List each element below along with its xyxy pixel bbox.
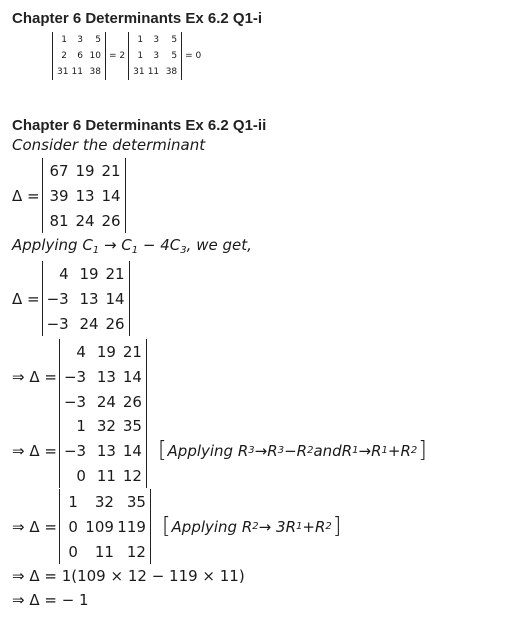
matrix-cell: 13	[96, 367, 116, 386]
note-r: R	[371, 441, 382, 460]
matrix-row	[47, 311, 125, 336]
note-arrow: →	[358, 441, 372, 460]
determinant-original	[42, 158, 126, 233]
matrix-cell: 24	[96, 392, 116, 411]
matrix-cell: 3	[77, 35, 83, 45]
note-r: R	[296, 441, 308, 460]
matrix-row	[64, 514, 146, 539]
matrix-row	[47, 261, 125, 286]
matrix-cell: 1	[137, 35, 144, 45]
matrix-cell: 31	[57, 67, 69, 77]
matrix-cell: 11	[94, 542, 114, 561]
matrix-row	[47, 158, 121, 183]
applying-column-op	[12, 236, 252, 256]
matrix-cell: 21	[101, 161, 121, 180]
matrix-cell: 4	[59, 264, 69, 283]
matrix-cell: 31	[133, 67, 145, 77]
matrix-cell: 1	[137, 51, 144, 61]
matrix-row	[47, 183, 121, 208]
matrix-cell: 5	[95, 35, 101, 45]
implies-delta-label: ⇒ Δ =	[12, 517, 57, 536]
delta-step-2	[12, 339, 147, 414]
q1i-equation	[52, 32, 204, 80]
matrix-cell: 67	[49, 161, 69, 180]
matrix-row	[57, 48, 101, 64]
note-r: R	[237, 441, 249, 460]
matrix-row	[64, 489, 146, 514]
matrix-cell: 12	[126, 542, 146, 561]
matrix-cell: 38	[165, 67, 178, 77]
matrix-cell: 13	[79, 289, 99, 308]
matrix-cell: 14	[101, 186, 121, 205]
determinant-step-1	[42, 261, 130, 336]
bracket-open: [	[161, 514, 171, 539]
row-operation-note-2	[161, 514, 342, 539]
apply-arrow: →	[99, 236, 122, 254]
apply-c3: C	[169, 236, 181, 254]
matrix-cell: 35	[126, 492, 146, 511]
note-r: R	[267, 441, 278, 460]
note-r: R	[285, 517, 296, 536]
matrix-cell: 26	[101, 211, 121, 230]
row-operation-note-1	[157, 438, 428, 463]
matrix-cell: 0	[68, 517, 78, 536]
matrix-row	[64, 413, 142, 438]
matrix-cell: 0	[68, 542, 78, 561]
note-sub: 2	[410, 445, 418, 456]
matrix-cell: 3	[153, 35, 160, 45]
section-title-q1i: Chapter 6 Determinants Ex 6.2 Q1-i	[12, 10, 263, 27]
final-step-1: ⇒ Δ = 1(109 × 12 − 119 × 11)	[12, 567, 245, 585]
determinant-step-4	[59, 489, 151, 564]
matrix-cell: −3	[63, 392, 87, 411]
matrix-cell: −3	[63, 441, 87, 460]
note-text: Applying	[167, 441, 234, 460]
matrix-cell: 1	[76, 416, 86, 435]
apply-c2: C	[121, 236, 132, 254]
matrix-cell: −3	[46, 289, 69, 308]
note-r: R	[400, 441, 411, 460]
note-sub: 1	[352, 445, 359, 456]
note-r: R	[341, 441, 353, 460]
note-sub: 1	[296, 521, 303, 532]
matrix-cell: 10	[89, 51, 101, 61]
matrix-cell: −3	[46, 314, 69, 333]
matrix-cell: 4	[76, 342, 86, 361]
matrix-cell: 6	[77, 51, 83, 61]
matrix-cell: 38	[89, 67, 101, 77]
matrix-cell: 119	[117, 517, 146, 536]
matrix-cell: 5	[171, 51, 178, 61]
matrix-row	[64, 463, 142, 488]
delta-step-4	[12, 489, 342, 564]
apply-mid: − 4	[138, 236, 170, 254]
note-arrow: → 3	[258, 517, 286, 536]
matrix-row	[47, 208, 121, 233]
matrix-cell: 81	[49, 211, 69, 230]
matrix-cell: 24	[75, 211, 95, 230]
matrix-cell: 26	[105, 314, 125, 333]
matrix-cell: 14	[122, 441, 142, 460]
note-arrow: →	[254, 441, 268, 460]
note-plus: +	[302, 517, 315, 536]
note-sub: 2	[252, 521, 259, 532]
note-sub: 2	[325, 521, 332, 532]
implies-delta-label: ⇒ Δ =	[12, 441, 57, 460]
matrix-row	[57, 32, 101, 48]
determinant-step-2	[59, 339, 147, 414]
matrix-row	[64, 364, 142, 389]
delta-label: Δ =	[12, 289, 40, 308]
bracket-close: ]	[418, 438, 427, 463]
matrix-cell: 32	[94, 492, 114, 511]
note-minus: −	[284, 441, 297, 460]
apply-s2: 1	[131, 245, 139, 256]
matrix-cell: 3	[153, 51, 160, 61]
matrix-cell: 109	[85, 517, 114, 536]
matrix-cell: 32	[96, 416, 116, 435]
matrix-cell: 14	[122, 367, 142, 386]
note-r: R	[314, 517, 326, 536]
apply-s1: 1	[92, 245, 100, 256]
matrix-cell: 1	[68, 492, 78, 511]
q1i-equals-0: = 0	[185, 51, 202, 61]
note-and: and	[313, 441, 342, 460]
matrix-row	[133, 48, 177, 64]
matrix-cell: 12	[122, 466, 142, 485]
matrix-row	[64, 339, 142, 364]
matrix-row	[64, 389, 142, 414]
final-result: ⇒ Δ = − 1	[12, 591, 89, 609]
q1i-equals-2: = 2	[109, 51, 126, 61]
matrix-cell: 39	[49, 186, 69, 205]
matrix-row	[47, 286, 125, 311]
bracket-open: [	[157, 438, 167, 463]
matrix-cell: 13	[75, 186, 95, 205]
matrix-cell: 21	[105, 264, 125, 283]
matrix-row	[64, 539, 146, 564]
matrix-row	[57, 64, 101, 80]
bracket-close: ]	[332, 514, 342, 539]
matrix-cell: 19	[75, 161, 95, 180]
q1i-matrix-2	[128, 32, 182, 80]
matrix-cell: 11	[71, 67, 83, 77]
matrix-cell: 14	[105, 289, 125, 308]
note-sub: 3	[277, 445, 285, 456]
matrix-cell: 2	[61, 51, 67, 61]
matrix-row	[133, 64, 177, 80]
matrix-cell: 13	[96, 441, 116, 460]
section-title-q1ii: Chapter 6 Determinants Ex 6.2 Q1-ii	[12, 117, 267, 134]
delta-step-1	[12, 261, 130, 336]
delta-step-3	[12, 413, 428, 488]
apply-c1: C	[82, 236, 93, 254]
apply-prefix: Applying	[12, 236, 83, 254]
matrix-cell: 11	[96, 466, 116, 485]
matrix-row	[64, 438, 142, 463]
matrix-cell: 11	[147, 67, 160, 77]
matrix-cell: 19	[96, 342, 116, 361]
matrix-cell: −3	[63, 367, 87, 386]
matrix-row	[133, 32, 177, 48]
apply-s3: 3	[180, 245, 187, 256]
apply-suffix: , we get,	[186, 236, 252, 254]
matrix-cell: 1	[61, 35, 67, 45]
determinant-step-3	[59, 413, 147, 488]
implies-delta-label: ⇒ Δ =	[12, 367, 57, 386]
note-sub: 3	[248, 445, 255, 456]
intro-text: Consider the determinant	[12, 136, 206, 154]
matrix-cell: 0	[76, 466, 86, 485]
matrix-cell: 21	[122, 342, 142, 361]
matrix-cell: 5	[171, 35, 178, 45]
note-text: Applying	[171, 517, 238, 536]
note-sub: 2	[307, 445, 314, 456]
delta-definition	[12, 158, 126, 233]
note-plus: +	[387, 441, 401, 460]
delta-label: Δ =	[12, 186, 40, 205]
q1i-matrix-1	[52, 32, 106, 80]
matrix-cell: 24	[79, 314, 99, 333]
matrix-cell: 35	[122, 416, 142, 435]
note-r: R	[241, 517, 253, 536]
note-sub: 1	[381, 445, 388, 456]
matrix-cell: 19	[79, 264, 99, 283]
matrix-cell: 26	[122, 392, 142, 411]
